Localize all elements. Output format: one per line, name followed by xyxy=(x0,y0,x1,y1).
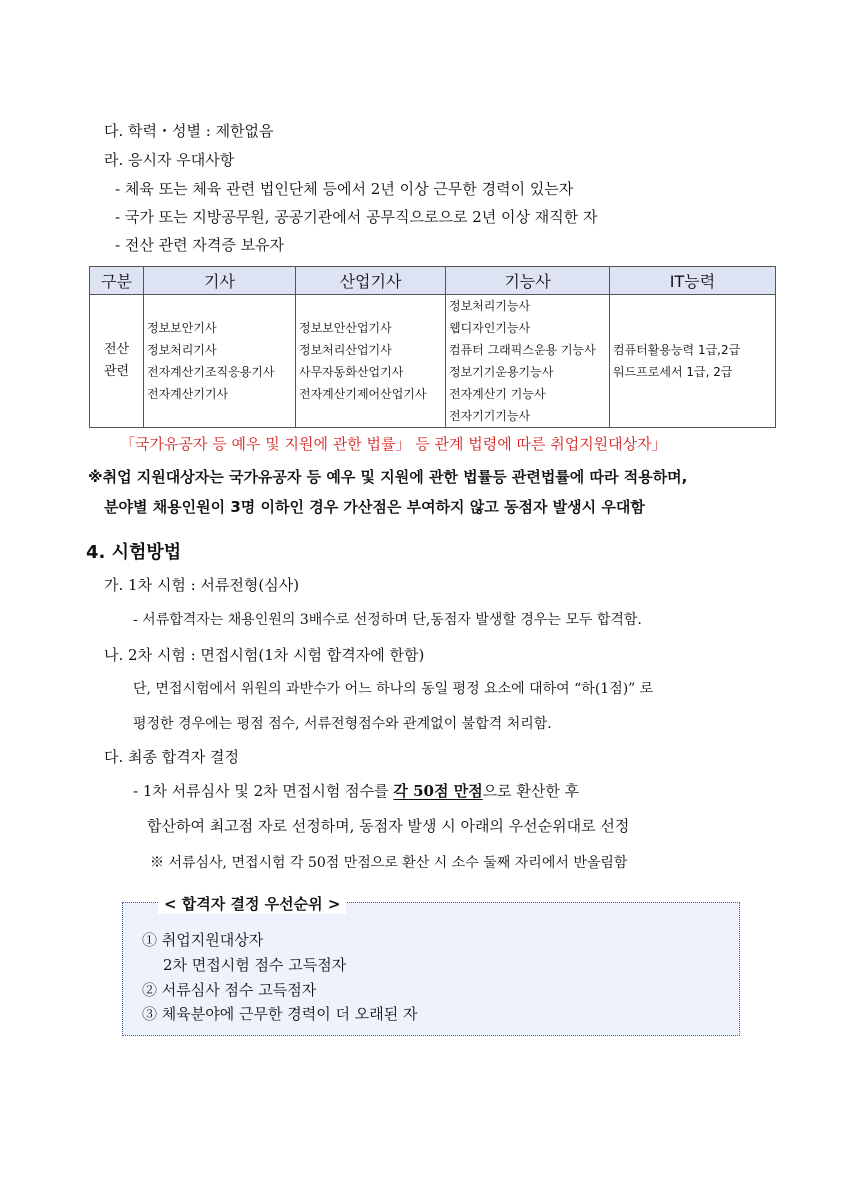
priority-box-title: < 합격자 결정 우선순위 > xyxy=(158,893,346,914)
qualification-item: 정보보안기사 xyxy=(147,321,217,335)
support-note-line-1: ※취업 지원대상자는 국가유공자 등 예우 및 지원에 관한 법률등 관련법률에 따라 적용하며, xyxy=(88,468,688,486)
header-gisa: 기사 xyxy=(144,267,296,295)
final-detail-prefix: - 1차 서류심사 및 2차 면접시험 점수를 xyxy=(133,782,394,800)
step1-heading: 가. 1차 시험 : 서류전형(심사) xyxy=(104,576,300,594)
section-title: 4. 시험방법 xyxy=(86,542,182,563)
qualification-item: 전자계산기조직응용기사 xyxy=(147,365,275,379)
qualification-item: 전자계산기기사 xyxy=(147,387,229,401)
qualification-item: 정보보안산업기사 xyxy=(299,321,392,335)
category-line: 관련 xyxy=(103,364,130,379)
step2-heading: 나. 2차 시험 : 면접시험(1차 시험 합격자에 한함) xyxy=(104,646,425,664)
qualification-item: 웹디자인기능사 xyxy=(449,321,531,335)
category-cell xyxy=(90,295,144,428)
preference-item-1: - 체육 또는 체육 관련 법인단체 등에서 2년 이상 근무한 경력이 있는자 xyxy=(115,180,574,198)
qualification-table xyxy=(89,266,776,428)
preference-item-3: - 전산 관련 자격증 보유자 xyxy=(115,236,285,254)
priority-item-3: ③ 체육분야에 근무한 경력이 더 오래된 자 xyxy=(142,1005,418,1023)
category-line: 전산 xyxy=(103,342,130,357)
education-gender-line: 다. 학력・성별 : 제한없음 xyxy=(104,122,274,140)
qualification-item: 워드프로세서 1급, 2급 xyxy=(613,365,733,379)
header-category: 구분 xyxy=(90,267,144,295)
qualification-item: 컴퓨터 그래픽스운용 기능사 xyxy=(449,343,596,357)
header-saneop: 산업기사 xyxy=(296,267,446,295)
qualification-item: 정보처리기능사 xyxy=(449,299,531,313)
final-detail-2: 합산하여 최고점 자로 선정하며, 동점자 발생 시 아래의 우선순위대로 선정 xyxy=(147,817,630,835)
qualification-item: 컴퓨터활용능력 1급,2급 xyxy=(613,343,741,357)
qualification-item: 전자계산기제어산업기사 xyxy=(299,387,427,401)
table-row xyxy=(90,295,776,428)
it-cell xyxy=(610,295,776,428)
step2-detail-2: 평정한 경우에는 평점 점수, 서류전형점수와 관계없이 불합격 처리함. xyxy=(133,716,552,732)
gineung-cell xyxy=(446,295,610,428)
qualification-item: 사무자동화산업기사 xyxy=(299,365,404,379)
veteran-note: 「국가유공자 등 예우 및 지원에 관한 법률」 등 관계 법령에 따른 취업지원대상자」 xyxy=(120,435,667,453)
priority-item-2: ② 서류심사 점수 고득점자 xyxy=(142,981,317,999)
gisa-cell xyxy=(144,295,296,428)
header-it: IT능력 xyxy=(610,267,776,295)
preference-heading: 라. 응시자 우대사항 xyxy=(104,151,235,169)
final-heading: 다. 최종 합격자 결정 xyxy=(104,748,239,766)
final-detail-emphasis: 각 50점 만점 xyxy=(393,782,483,800)
qualification-item: 정보처리산업기사 xyxy=(299,343,392,357)
support-note-line-2: 분야별 채용인원이 3명 이하인 경우 가산점은 부여하지 않고 동점자 발생시 우대함 xyxy=(104,498,645,516)
priority-item-1: ① 취업지원대상자 xyxy=(142,931,264,949)
step1-detail: - 서류합격자는 채용인원의 3배수로 선정하며 단,동점자 발생할 경우는 모두 합격함. xyxy=(133,612,642,628)
final-detail-1 xyxy=(133,780,579,801)
qualification-item: 정보처리기사 xyxy=(147,343,217,357)
qualification-item: 정보기기운용기능사 xyxy=(449,365,554,379)
table-header-row xyxy=(90,267,776,295)
preference-item-2: - 국가 또는 지방공무원, 공공기관에서 공무직으로으로 2년 이상 재직한 자 xyxy=(115,208,598,226)
qualification-item: 전자기기기능사 xyxy=(449,409,531,423)
step2-detail-1: 단, 면접시험에서 위원의 과반수가 어느 하나의 동일 평정 요소에 대하여 “하(1점)” 로 xyxy=(133,681,654,697)
priority-item-1-sub: 2차 면접시험 점수 고득점자 xyxy=(163,956,347,974)
final-detail-suffix: 으로 환산한 후 xyxy=(482,782,580,800)
rounding-note: ※ 서류심사, 면접시험 각 50점 만점으로 환산 시 소수 둘째 자리에서 반올림함 xyxy=(150,855,628,871)
qualification-item: 전자계산기 기능사 xyxy=(449,387,546,401)
saneop-cell xyxy=(296,295,446,428)
header-gineung: 기능사 xyxy=(446,267,610,295)
